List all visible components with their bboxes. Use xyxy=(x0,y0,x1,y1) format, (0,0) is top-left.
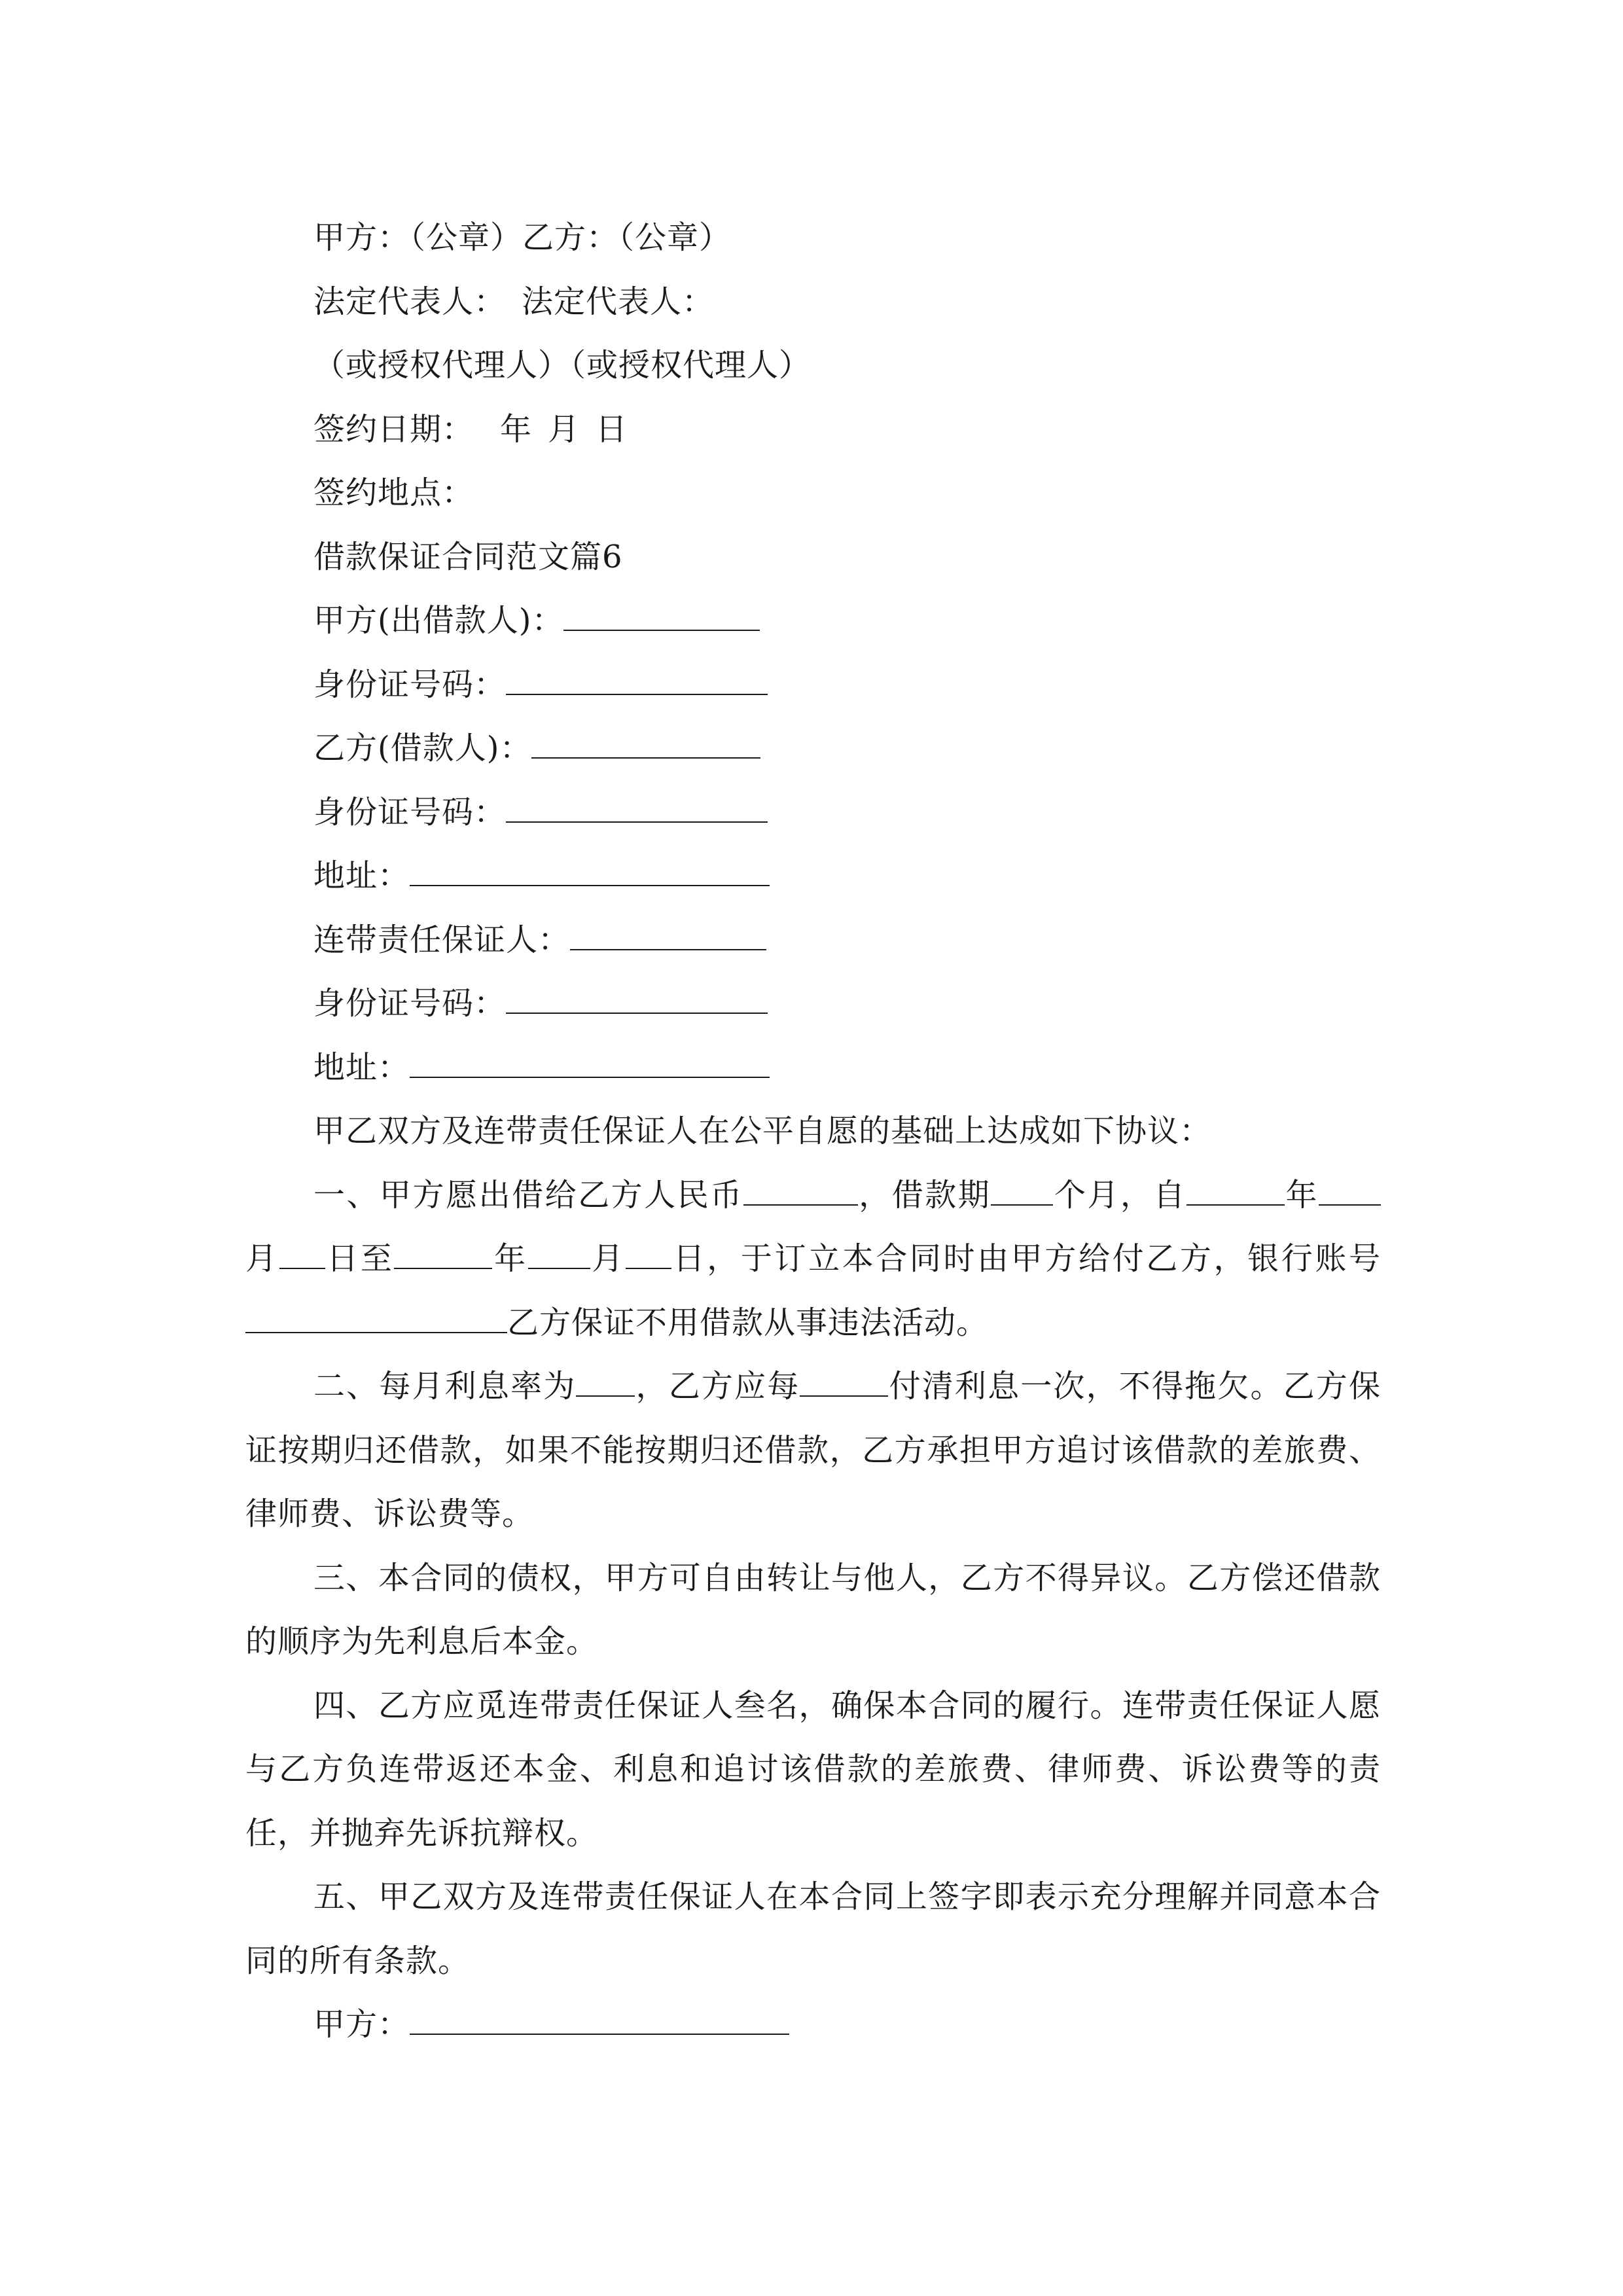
start-month-blank xyxy=(1319,1175,1381,1206)
clause-3: 三、本合同的债权，甲方可自由转让与他人，乙方不得异议。乙方偿还借款的顺序为先利息后本金。 xyxy=(245,1559,1381,1660)
day-label: 日 xyxy=(596,410,628,448)
amount-blank xyxy=(743,1175,858,1206)
clause1-part10: 乙方保证不用借款从事违法活动。 xyxy=(507,1304,989,1341)
clause2-part2: ，乙方应每 xyxy=(635,1368,800,1405)
party-a-seal: 甲方：（公章） xyxy=(313,219,523,256)
id-blank-2 xyxy=(506,793,768,823)
id-label-2: 身份证号码： xyxy=(313,793,507,831)
clause1-part3: 个月，自 xyxy=(1053,1176,1186,1213)
address-blank-2 xyxy=(410,1048,770,1078)
section-title xyxy=(245,526,1381,590)
document-body xyxy=(245,206,1381,2057)
year-label: 年 xyxy=(500,410,533,448)
bank-account-blank xyxy=(245,1303,507,1333)
end-month-blank xyxy=(528,1239,590,1269)
borrower-label: 乙方(借款人)： xyxy=(313,730,532,766)
id-field-1 xyxy=(245,653,1381,717)
section-title-text: 借款保证合同范文篇6 xyxy=(313,538,623,575)
id-field-3 xyxy=(245,972,1381,1036)
clause1-part2: ，借款期 xyxy=(857,1176,991,1213)
intro-text: 甲乙双方及连带责任保证人在公平自愿的基础上达成如下协议： xyxy=(313,1113,1212,1149)
id-blank-1 xyxy=(506,665,768,695)
sign-place-label: 签约地点： xyxy=(313,475,474,511)
end-year-blank xyxy=(394,1239,492,1269)
address-field-1 xyxy=(245,844,1381,908)
id-field-2 xyxy=(245,781,1381,845)
id-blank-3 xyxy=(506,984,768,1014)
clause-2 xyxy=(245,1355,1381,1547)
final-party-a-blank xyxy=(410,2005,789,2035)
rep-b-label: 法定代表人： xyxy=(522,283,715,320)
clause1-part5: 月 xyxy=(245,1240,279,1277)
term-blank xyxy=(991,1175,1053,1206)
clause1-part7: 年 xyxy=(492,1240,528,1277)
final-party-a-label: 甲方： xyxy=(313,2006,410,2043)
address-field-2 xyxy=(245,1036,1381,1100)
guarantor-blank xyxy=(570,920,766,950)
guarantor-label: 连带责任保证人： xyxy=(313,921,571,958)
month-label: 月 xyxy=(548,410,580,448)
party-b-seal: 乙方：（公章） xyxy=(522,219,732,256)
guarantor-field xyxy=(245,908,1381,973)
clause1-part1: 一、甲方愿出借给乙方人民币 xyxy=(313,1176,743,1213)
intro-line xyxy=(245,1100,1381,1164)
lender-blank xyxy=(563,601,760,631)
start-day-blank xyxy=(279,1239,325,1269)
borrower-blank xyxy=(531,728,760,759)
lender-label: 甲方(出借款人)： xyxy=(313,602,564,639)
end-day-blank xyxy=(626,1239,671,1269)
clause1-part8: 月 xyxy=(590,1240,626,1277)
clause1-part9: 日，于订立本合同时由甲方给付乙方，银行账号 xyxy=(671,1240,1381,1277)
clause2-part3: 付清利息一次，不得拖欠。乙方保证按期归还借款，如果不能按期归还借款，乙方承担甲方追讨该借款的差旅费、律师费、诉讼费等。 xyxy=(245,1368,1381,1532)
clause2-part1: 二、每月利息率为 xyxy=(313,1368,577,1405)
address-label-2: 地址： xyxy=(313,1049,410,1086)
agent-line xyxy=(245,334,1381,398)
address-label-1: 地址： xyxy=(313,857,410,894)
agent-b-label: （或授权代理人） xyxy=(570,347,812,384)
rep-a-label: 法定代表人： xyxy=(313,283,507,320)
representative-line xyxy=(245,270,1381,334)
sign-date-label: 签约日期： xyxy=(313,410,474,448)
interest-rate-blank xyxy=(576,1367,635,1397)
id-label-3: 身份证号码： xyxy=(313,985,507,1022)
lender-field xyxy=(245,589,1381,653)
clause1-part4: 年 xyxy=(1284,1176,1319,1213)
final-party-a-field xyxy=(245,1993,1381,2057)
address-blank-1 xyxy=(410,856,770,886)
sign-place-line xyxy=(245,461,1381,526)
clause-1 xyxy=(245,1164,1381,1355)
start-year-blank xyxy=(1186,1175,1285,1206)
clause-5: 五、甲乙双方及连带责任保证人在本合同上签字即表示充分理解并同意本合同的所有条款。 xyxy=(245,1878,1381,1979)
sign-date-line xyxy=(245,398,1381,462)
agent-a-label: （或授权代理人） xyxy=(313,347,571,384)
borrower-field xyxy=(245,717,1381,781)
interest-period-blank xyxy=(800,1367,888,1397)
id-label-1: 身份证号码： xyxy=(313,666,507,703)
clause-4: 四、乙方应觅连带责任保证人叁名，确保本合同的履行。连带责任保证人愿与乙方负连带返还本金、利息和追讨该借款的差旅费、律师费、诉讼费等的责任，并抛弃先诉抗辩权。 xyxy=(245,1687,1381,1852)
clause1-part6: 日至 xyxy=(325,1240,395,1277)
seal-line xyxy=(245,206,1381,270)
